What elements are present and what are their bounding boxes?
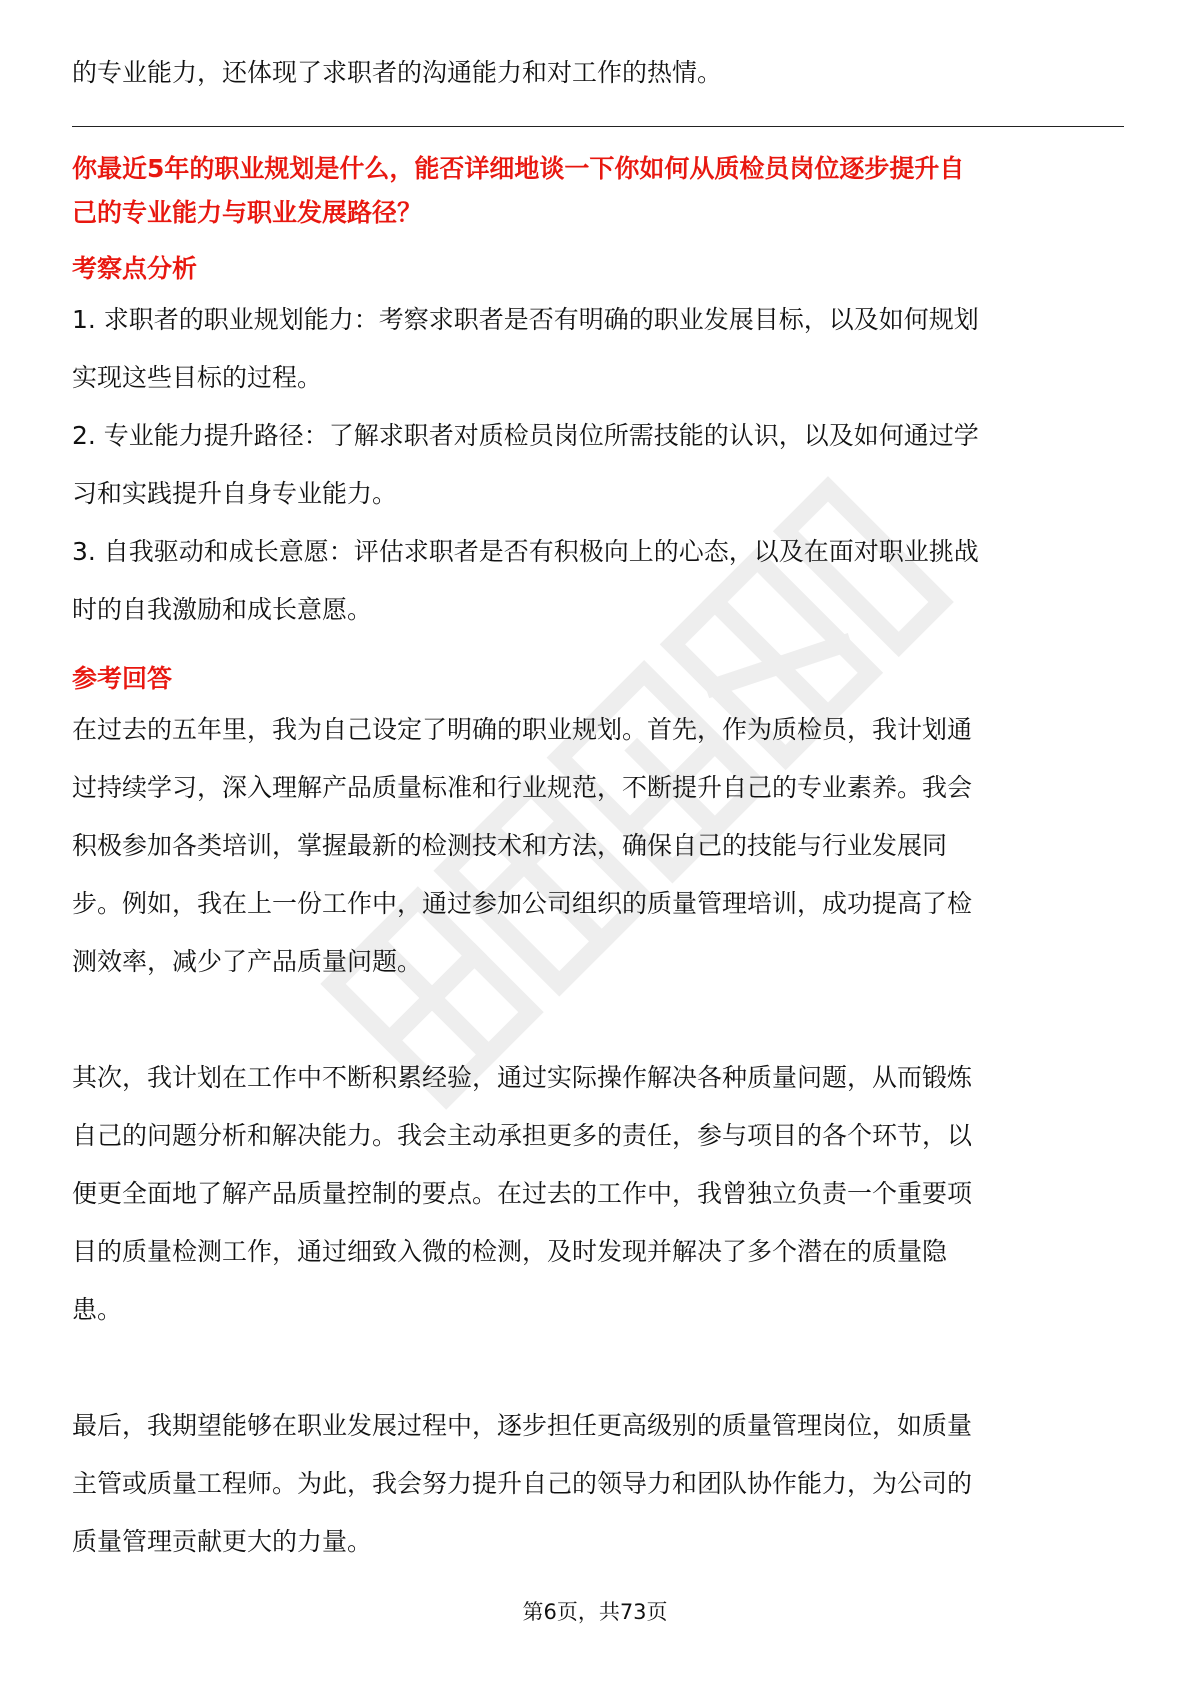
answer-line: 质量管理贡献更大的力量。 <box>72 1527 373 1556</box>
answer-line: 其次，我计划在工作中不断积累经验，通过实际操作解决各种质量问题，从而锻炼 <box>72 1063 973 1092</box>
answer-line: 测效率，减少了产品质量问题。 <box>72 947 423 976</box>
interview-question <box>72 147 1124 235</box>
analysis-item <box>72 291 1124 407</box>
answer-body <box>72 701 1124 1571</box>
answer-line: 主管或质量工程师。为此，我会努力提升自己的领导力和团队协作能力，为公司的 <box>72 1469 973 1498</box>
answer-paragraph <box>72 1049 1124 1339</box>
answer-line: 患。 <box>72 1295 123 1324</box>
answer-line: 目的质量检测工作，通过细致入微的检测，及时发现并解决了多个潜在的质量隐 <box>72 1237 948 1266</box>
answer-paragraph <box>72 701 1124 991</box>
answer-line: 积极参加各类培训，掌握最新的检测技术和方法，确保自己的技能与行业发展同 <box>72 831 948 860</box>
answer-line: 便更全面地了解产品质量控制的要点。在过去的工作中，我曾独立负责一个重要项 <box>72 1179 973 1208</box>
question-line: 己的专业能力与职业发展路径？ <box>72 198 423 227</box>
document-page <box>72 44 1124 1571</box>
analysis-item-line: 3. 自我驱动和成长意愿：评估求职者是否有积极向上的心态，以及在面对职业挑战 <box>72 537 979 566</box>
answer-line: 最后，我期望能够在职业发展过程中，逐步担任更高级别的质量管理岗位，如质量 <box>72 1411 973 1440</box>
paragraph-gap <box>72 991 1124 1049</box>
analysis-list <box>72 291 1124 639</box>
answer-line: 步。例如，我在上一份工作中，通过参加公司组织的质量管理培训，成功提高了检 <box>72 889 973 918</box>
analysis-heading: 考察点分析 <box>72 254 198 283</box>
answer-line: 过持续学习，深入理解产品质量标准和行业规范，不断提升自己的专业素养。我会 <box>72 773 973 802</box>
analysis-item <box>72 407 1124 523</box>
answer-line: 在过去的五年里，我为自己设定了明确的职业规划。首先，作为质检员，我计划通 <box>72 715 973 744</box>
intro-continuation: 的专业能力，还体现了求职者的沟通能力和对工作的热情。 <box>72 58 723 87</box>
analysis-item-line: 1. 求职者的职业规划能力：考察求职者是否有明确的职业发展目标，以及如何规划 <box>72 305 979 334</box>
analysis-item-line: 实现这些目标的过程。 <box>72 363 323 392</box>
answer-heading: 参考回答 <box>72 664 173 693</box>
section-divider <box>72 126 1124 127</box>
analysis-item <box>72 523 1124 639</box>
question-line: 你最近5年的职业规划是什么，能否详细地谈一下你如何从质检员岗位逐步提升自 <box>72 154 965 183</box>
analysis-item-line: 时的自我激励和成长意愿。 <box>72 595 373 624</box>
page-number: 第6页，共73页 <box>522 1600 668 1624</box>
analysis-item-line: 习和实践提升自身专业能力。 <box>72 479 398 508</box>
answer-line: 自己的问题分析和解决能力。我会主动承担更多的责任，参与项目的各个环节，以 <box>72 1121 973 1150</box>
answer-paragraph <box>72 1397 1124 1571</box>
paragraph-gap <box>72 1339 1124 1397</box>
analysis-item-line: 2. 专业能力提升路径：了解求职者对质检员岗位所需技能的认识，以及如何通过学 <box>72 421 979 450</box>
